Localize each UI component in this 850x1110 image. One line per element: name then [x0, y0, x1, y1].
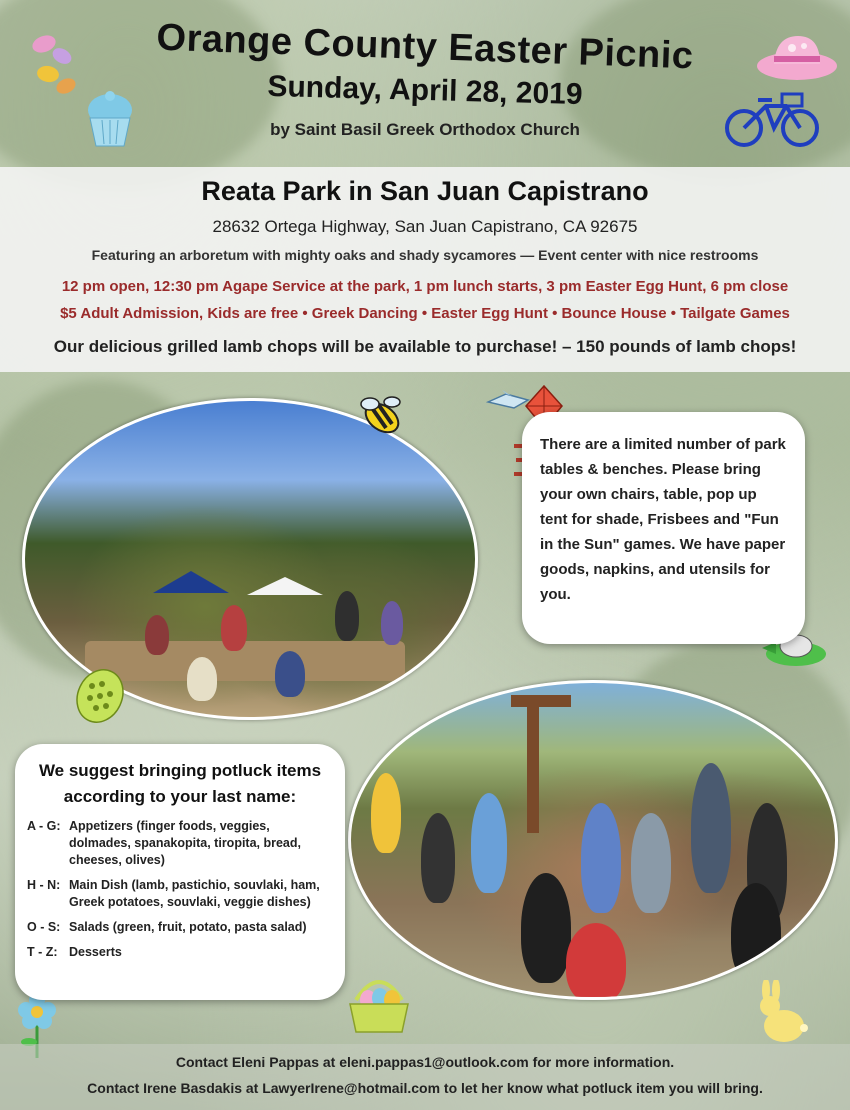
person [631, 813, 671, 913]
bee-icon [356, 394, 408, 438]
potluck-card [15, 744, 345, 1000]
page-title: Orange County Easter Picnic [155, 16, 695, 78]
potluck-range: T - Z: [27, 945, 58, 959]
event-schedule: 12 pm open, 12:30 pm Agape Service at the park, 1 pm lunch starts, 3 pm Easter Egg Hunt, 6 pm close [61, 278, 789, 295]
kids-photo [348, 680, 838, 1000]
contact-info-line: Contact Eleni Pappas at eleni.pappas1@outlook.com for more information. [175, 1054, 675, 1070]
person [471, 793, 507, 893]
potluck-text: Salads (green, fruit, potato, pasta salad) [69, 920, 307, 934]
event-date: Sunday, April 28, 2019 [267, 69, 583, 112]
arbor-beam [511, 695, 571, 707]
easter-hat-icon [752, 28, 842, 84]
person [187, 657, 217, 701]
contact-potluck-line: Contact Irene Basdakis at LawyerIrene@hotmail.com to let her know what potluck item you will bring. [87, 1080, 763, 1096]
person [221, 605, 247, 651]
cupcake-icon [84, 90, 136, 148]
basket-icon [344, 970, 414, 1034]
bicycle-icon [724, 90, 822, 150]
venue-address: 28632 Ortega Highway, San Juan Capistrano, CA 92675 [212, 217, 638, 236]
tables-note-card [522, 412, 805, 644]
easter-egg-icon [76, 666, 124, 724]
tables-note-text: There are a limited number of park tables & benches. Please bring your own chairs, table, pop up tent for shade, Frisbees and "Fun in the Sun" games. We have paper goods, napkins, and utensils for you. [540, 436, 786, 603]
event-admission: $5 Adult Admission, Kids are free • Greek Dancing • Easter Egg Hunt • Bounce House • Tailgate Games [60, 305, 790, 322]
potluck-text: Main Dish (lamb, pastichio, souvlaki, ham, Greek potatoes, souvlaki, veggie dishes) [69, 878, 320, 909]
potluck-range: O - S: [27, 920, 61, 934]
potluck-range: H - N: [27, 878, 61, 892]
person [145, 615, 169, 655]
person [381, 601, 403, 645]
person [566, 923, 626, 1000]
lamb-note: Our delicious grilled lamb chops will be available to purchase! – 150 pounds of lamb chops! [53, 337, 797, 356]
potluck-item [27, 919, 333, 936]
potluck-item [27, 944, 333, 961]
person [421, 813, 455, 903]
canopy-tent [247, 577, 323, 595]
person [335, 591, 359, 641]
jellybeans-icon [28, 30, 80, 102]
venue-features: Featuring an arboretum with mighty oaks and shady sycamores — Event center with nice restrooms [91, 247, 759, 263]
picnic-table [85, 641, 405, 681]
potluck-range: A - G: [27, 819, 61, 833]
potluck-list [27, 818, 333, 961]
person [731, 883, 781, 983]
potluck-text: Appetizers (finger foods, veggies, dolmades, spanakopita, tiropita, bread, cheeses, olives) [69, 819, 301, 867]
potluck-item [27, 877, 333, 911]
bunny-icon [752, 980, 808, 1044]
person [371, 773, 401, 853]
person [521, 873, 571, 983]
person [691, 763, 731, 893]
person [275, 651, 305, 697]
person [581, 803, 621, 913]
arbor-post [527, 703, 539, 833]
venue-name: Reata Park in San Juan Capistrano [201, 176, 649, 206]
potluck-item [27, 818, 333, 869]
canopy-tent [153, 571, 229, 593]
potluck-heading: We suggest bringing potluck items according to your last name: [38, 761, 322, 806]
host-organization: by Saint Basil Greek Orthodox Church [270, 120, 580, 139]
potluck-text: Desserts [69, 945, 122, 959]
